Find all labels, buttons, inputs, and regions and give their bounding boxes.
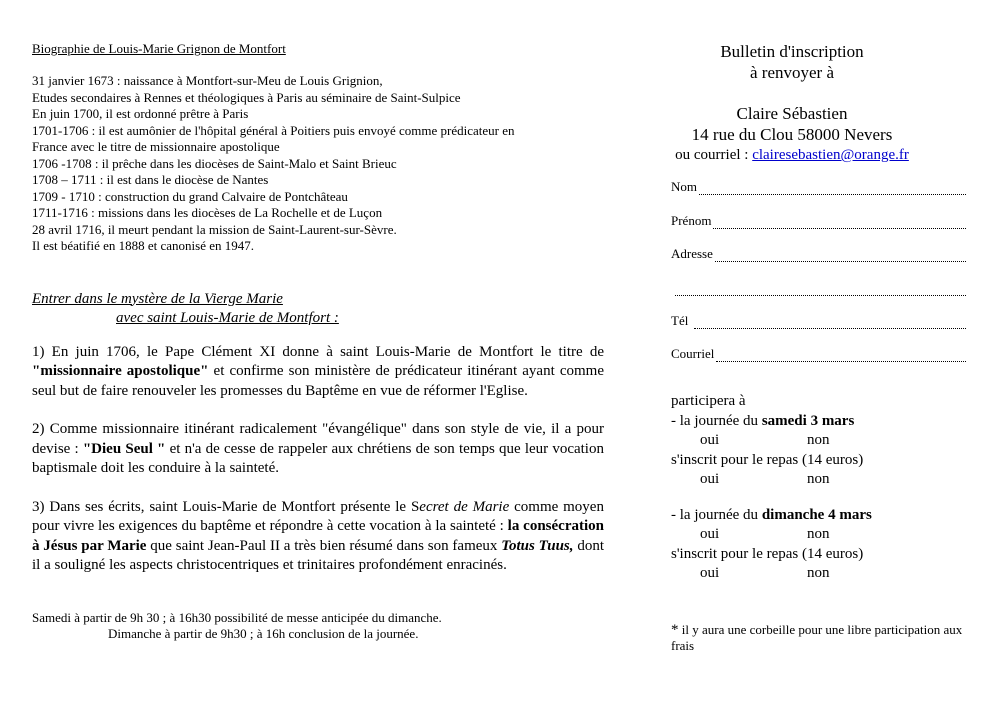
email-link[interactable]: clairesebastien@orange.fr [752, 147, 909, 163]
day2-meal-choice [671, 564, 971, 584]
day2-attendance-choice [671, 525, 971, 545]
contact-email-line: ou courriel : clairesebastien@orange.fr [675, 147, 909, 163]
day2-non-option[interactable]: non [807, 526, 830, 542]
donation-note: * il y aura une corbeille pour une libre participation aux frais [671, 621, 963, 653]
paragraph-2: 2) Comme missionnaire itinérant radicalement "évangélique" dans son style de vie, il a pour devise : "Dieu Seul " et n'a de cesse de rappeler aux chrétiens de son temps que leur vocation baptismale doit les conduire à la sainteté. [32, 421, 604, 476]
adresse-dotted-line[interactable] [715, 250, 966, 262]
left-column [32, 41, 604, 643]
section-heading-line2: avec saint Louis-Marie de Montfort : [116, 309, 339, 326]
tel-label: Tél [671, 313, 689, 328]
adresse-dotted-line-2[interactable] [675, 284, 966, 296]
schedule-sunday: Dimanche à partir de 9h30 ; à 16h conclusion de la journée. [108, 626, 419, 641]
paragraph-3: 3) Dans ses écrits, saint Louis-Marie de Montfort présente le Secret de Marie comme moyen pour vivre les exigences du baptême et répondre à cette vocation à la sainteté : la consécration à Jésus par Marie que saint Jean-Paul II a très bien résumé dans son fameux Totus Tuus, dont il a souligné les aspects christocentriques et trinitaires profondément enracinés. [32, 498, 605, 573]
consecration-emphasis: la consécration à Jésus par Marie [32, 518, 604, 554]
bulletin-subtitle: à renvoyer à [749, 63, 834, 82]
biography-line: 1701-1706 : il est aumônier de l'hôpital général à Poitiers puis envoyé comme prédicateur en [32, 122, 515, 138]
schedule-saturday: Samedi à partir de 9h 30 ; à 16h30 possibilité de messe anticipée du dimanche. [32, 609, 442, 625]
dieu-seul-emphasis: "Dieu Seul " [82, 440, 166, 457]
tel-field[interactable] [671, 313, 966, 329]
day2-meal-non-option[interactable]: non [807, 565, 830, 581]
asterisk-icon: * [671, 621, 679, 638]
courriel-field[interactable] [671, 346, 966, 362]
nom-label: Nom [671, 179, 697, 194]
biography-line: 1706 -1708 : il prêche dans les diocèses de Saint-Malo et Saint Brieuc [32, 155, 397, 171]
biography-list [32, 73, 604, 255]
biography-line: 1709 - 1710 : construction du grand Calvaire de Pontchâteau [32, 188, 348, 204]
biography-line: 1708 – 1711 : il est dans le diocèse de Nantes [32, 172, 269, 187]
prenom-field[interactable] [671, 213, 966, 229]
day2-meal-line: s'inscrit pour le repas (14 euros) [671, 545, 864, 562]
day1-attendance-choice [671, 431, 971, 451]
participation-intro: participera à [671, 393, 746, 409]
biography-line: Etudes secondaires à Rennes et théologiques à Paris au séminaire de Saint-Sulpice [32, 89, 461, 105]
prenom-dotted-line[interactable] [713, 217, 966, 229]
tel-dotted-line[interactable] [694, 317, 966, 329]
day2-meal-oui-option[interactable]: oui [700, 565, 720, 581]
totus-tuus-emphasis: Totus Tuus, [501, 537, 574, 554]
contact-address: 14 rue du Clou 58000 Nevers [691, 125, 893, 144]
day2-line: - la journée du dimanche 4 mars [671, 506, 872, 523]
biography-line: 1711-1716 : missions dans les diocèses de La Rochelle et de Luçon [32, 205, 383, 220]
biography-line: France avec le titre de missionnaire apostolique [32, 139, 280, 154]
registration-column [671, 41, 971, 655]
biography-line: 28 avril 1716, il meurt pendant la mission de Saint-Laurent-sur-Sèvre. [32, 221, 397, 237]
day1-line: - la journée du samedi 3 mars [671, 412, 855, 429]
bulletin-header [642, 41, 942, 165]
nom-field[interactable] [671, 179, 966, 195]
day1-meal-non-option[interactable]: non [807, 471, 830, 487]
biography-line: 31 janvier 1673 : naissance à Montfort-sur-Meu de Louis Grignion, [32, 73, 383, 88]
day1-meal-line: s'inscrit pour le repas (14 euros) [671, 451, 864, 468]
bulletin-title: Bulletin d'inscription [720, 42, 864, 61]
day1-meal-choice [671, 470, 971, 490]
biography-title: Biographie de Louis-Marie Grignon de Montfort [32, 41, 286, 56]
nom-dotted-line[interactable] [699, 183, 966, 195]
day1-oui-option[interactable]: oui [700, 432, 720, 448]
paragraph-1: 1) En juin 1706, le Pape Clément XI donne à saint Louis-Marie de Montfort le titre de "missionnaire apostolique" et confirme son ministère de prédicateur itinérant ayant comme seul but de faire renouveler les promesses du Baptême en vue de réformer l'Eglise. [32, 343, 604, 399]
contact-name: Claire Sébastien [736, 104, 848, 123]
biography-line: En juin 1700, il est ordonné prêtre à Paris [32, 106, 249, 121]
adresse-field[interactable] [671, 246, 966, 262]
day1-non-option[interactable]: non [807, 432, 830, 448]
day2-date: dimanche 4 mars [761, 506, 872, 523]
adresse-second-line[interactable] [671, 280, 966, 296]
day2-oui-option[interactable]: oui [700, 526, 720, 542]
courriel-label: Courriel [671, 346, 715, 361]
section-heading-line1: Entrer dans le mystère de la Vierge Marie [32, 290, 283, 307]
biography-line: Il est béatifié en 1888 et canonisé en 1947. [32, 238, 255, 253]
secret-de-marie-title: ecret de Marie [419, 498, 510, 515]
missionnaire-apostolique-emphasis: "missionnaire apostolique" [32, 363, 209, 379]
adresse-label: Adresse [671, 246, 713, 261]
day1-meal-oui-option[interactable]: oui [700, 471, 720, 487]
day1-date: samedi 3 mars [761, 412, 855, 429]
prenom-label: Prénom [671, 213, 712, 228]
courriel-dotted-line[interactable] [716, 350, 966, 362]
